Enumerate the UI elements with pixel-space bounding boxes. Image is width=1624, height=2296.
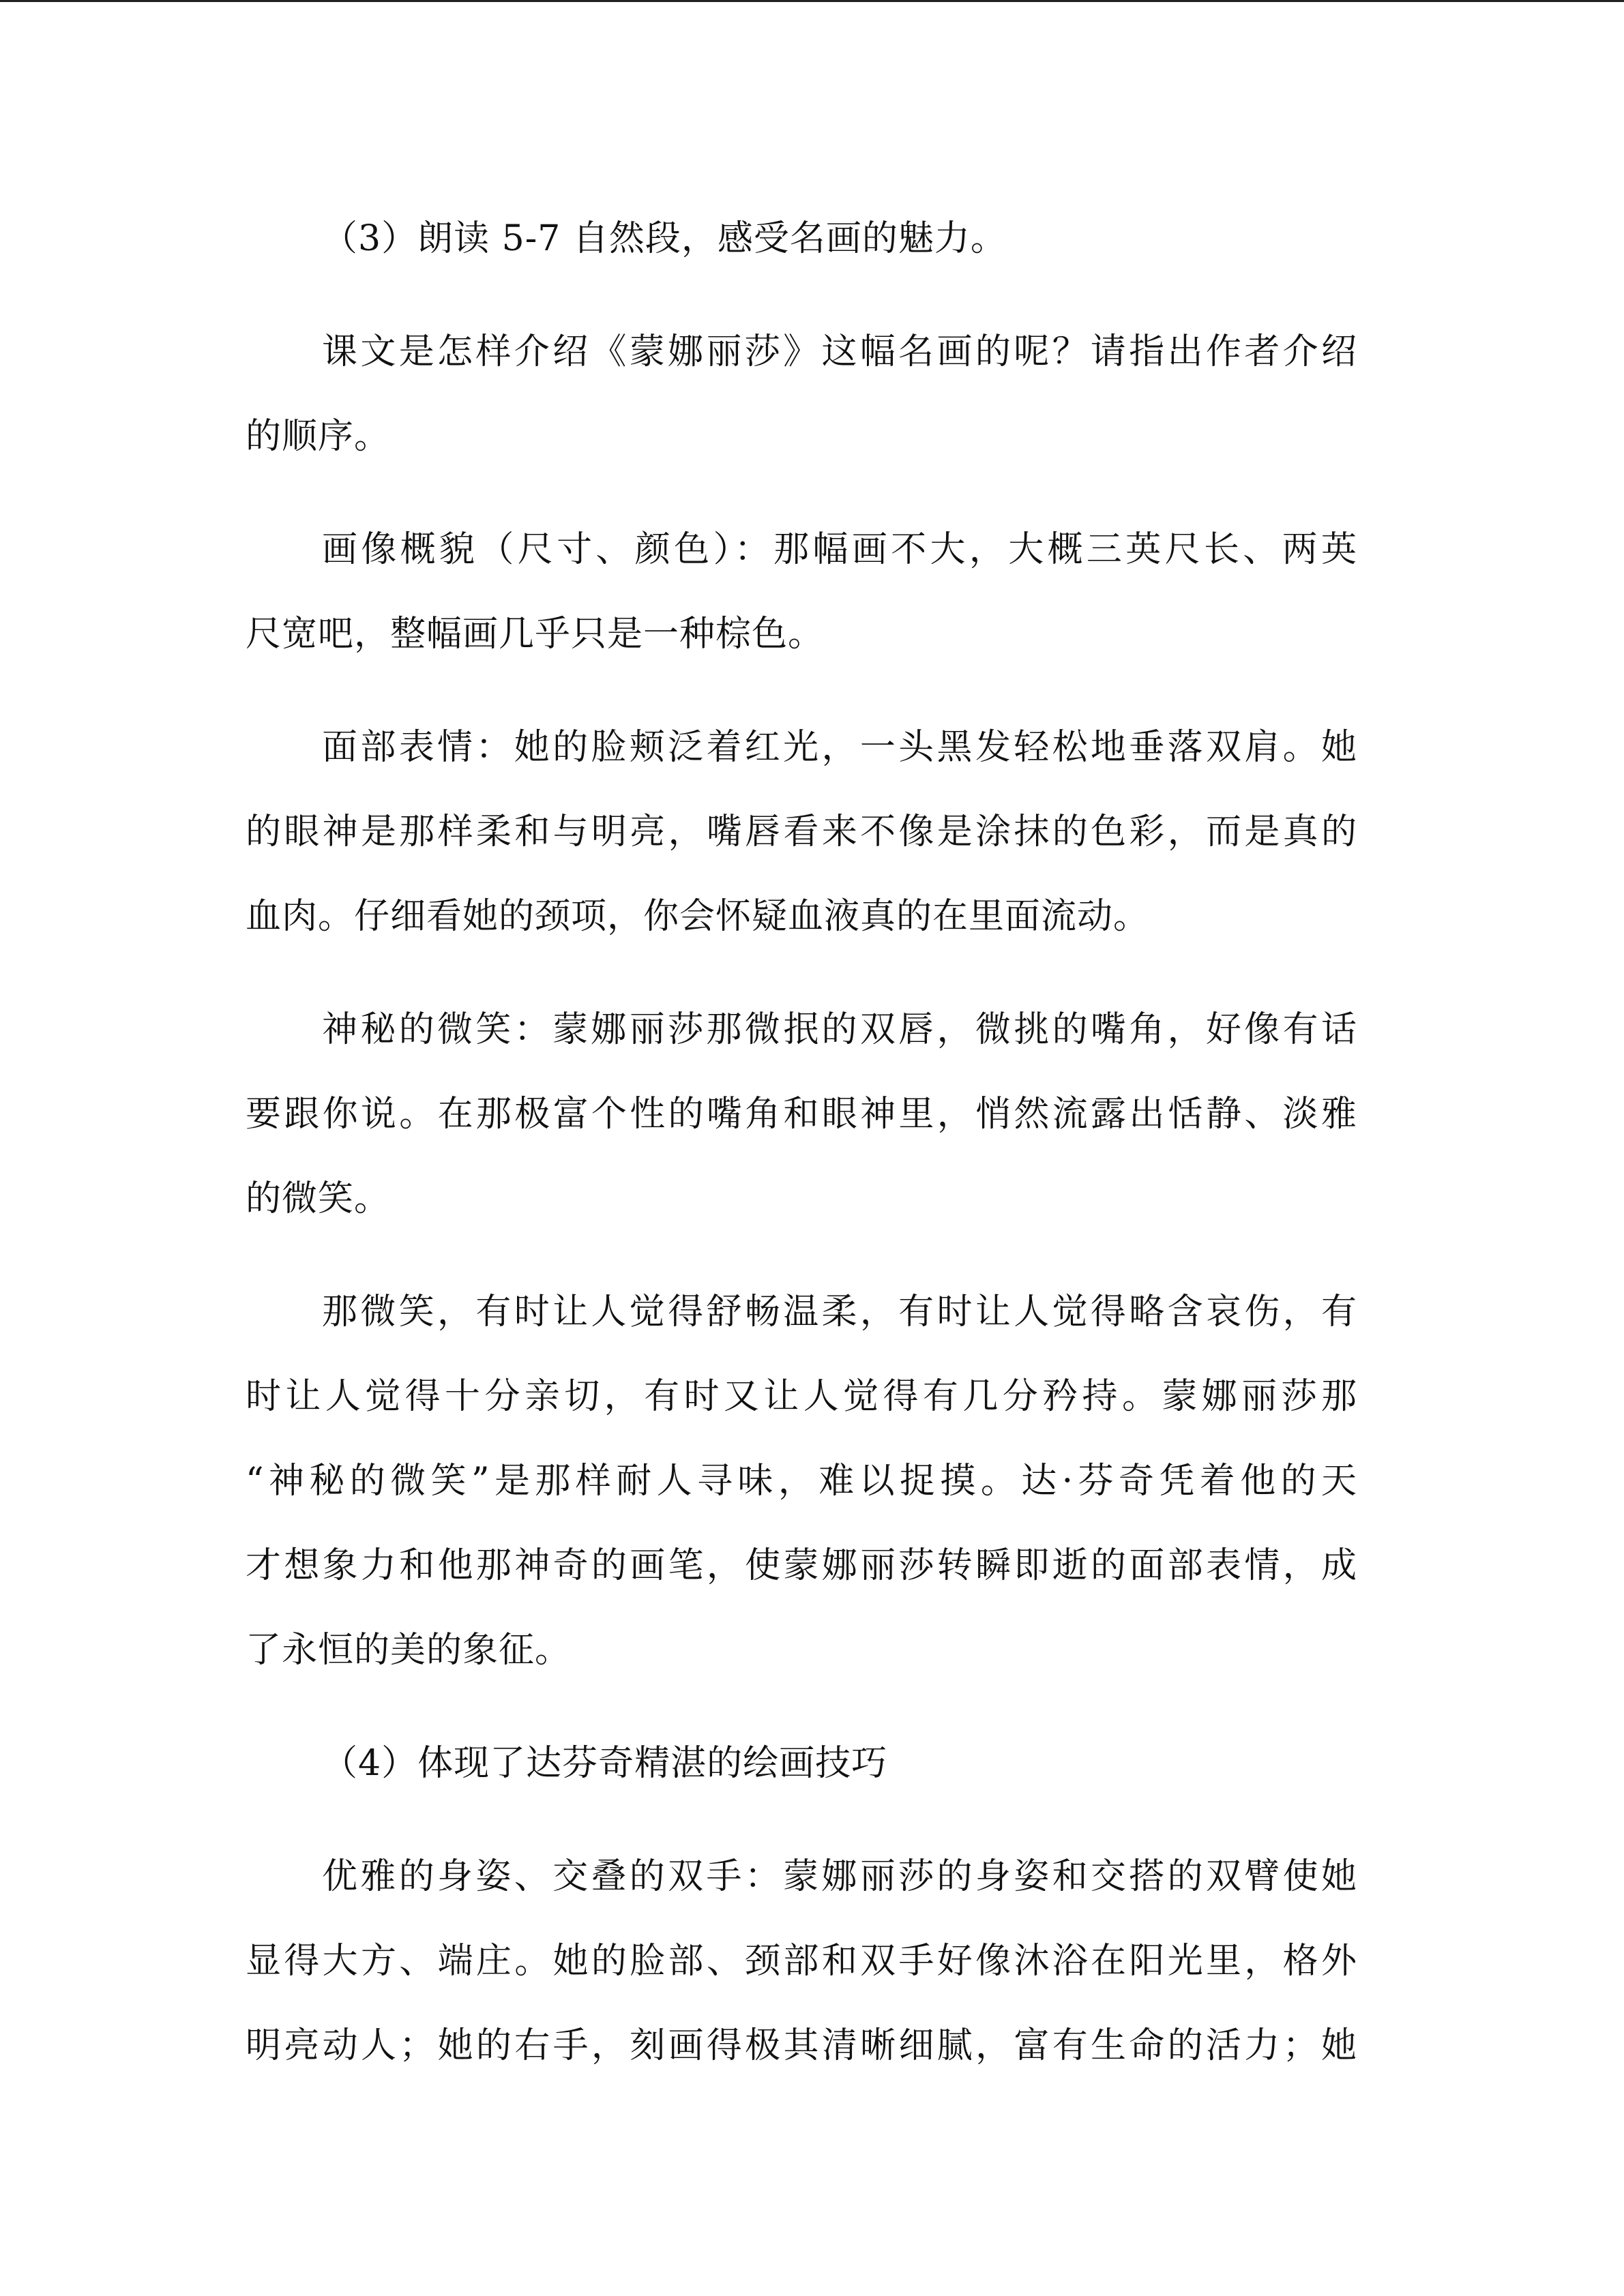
paragraph-line: 面部表情：她的脸颊泛着红光，一头黑发轻松地垂落双肩。她: [322, 727, 1357, 768]
page-top-border: [0, 0, 1624, 2]
paragraph-line: 的眼神是那样柔和与明亮，嘴唇看来不像是涂抹的色彩，而是真的: [246, 811, 1357, 852]
paragraph-line: 时让人觉得十分亲切，有时又让人觉得有几分矜持。蒙娜丽莎那: [246, 1376, 1357, 1417]
paragraph-line: 显得大方、端庄。她的脸部、颈部和双手好像沐浴在阳光里，格外: [246, 1941, 1357, 1982]
section-heading-4: （4）体现了达芬奇精湛的绘画技巧: [322, 1743, 888, 1784]
paragraph-line: 要跟你说。在那极富个性的嘴角和眼神里，悄然流露出恬静、淡雅: [246, 1094, 1357, 1135]
paragraph-line: 明亮动人；她的右手，刻画得极其清晰细腻，富有生命的活力；她: [246, 2025, 1357, 2066]
paragraph-line: 血肉。仔细看她的颈项，你会怀疑血液真的在里面流动。: [246, 896, 1150, 937]
paragraph-line: 的顺序。: [246, 416, 391, 457]
section-heading-3: （3）朗读 5-7 自然段，感受名画的魅力。: [322, 218, 1007, 259]
paragraph-line: 课文是怎样介绍《蒙娜丽莎》这幅名画的呢？请指出作者介绍: [322, 331, 1357, 372]
paragraph-line: 优雅的身姿、交叠的双手：蒙娜丽莎的身姿和交搭的双臂使她: [322, 1856, 1357, 1897]
paragraph-line: 的微笑。: [246, 1178, 391, 1219]
paragraph-line: 才想象力和他那神奇的画笔，使蒙娜丽莎转瞬即逝的面部表情，成: [246, 1545, 1357, 1586]
paragraph-line: 尺宽吧，整幅画几乎只是一种棕色。: [246, 614, 825, 655]
paragraph-line: 画像概貌（尺寸、颜色）：那幅画不大，大概三英尺长、两英: [322, 529, 1357, 570]
paragraph-line: 了永恒的美的象征。: [246, 1630, 572, 1671]
paragraph-line: 神秘的微笑：蒙娜丽莎那微抿的双唇，微挑的嘴角，好像有话: [322, 1009, 1357, 1050]
paragraph-line: 那微笑，有时让人觉得舒畅温柔，有时让人觉得略含哀伤，有: [322, 1292, 1357, 1332]
paragraph-line: “神秘的微笑”是那样耐人寻味，难以捉摸。达·芬奇凭着他的天: [246, 1461, 1357, 1502]
